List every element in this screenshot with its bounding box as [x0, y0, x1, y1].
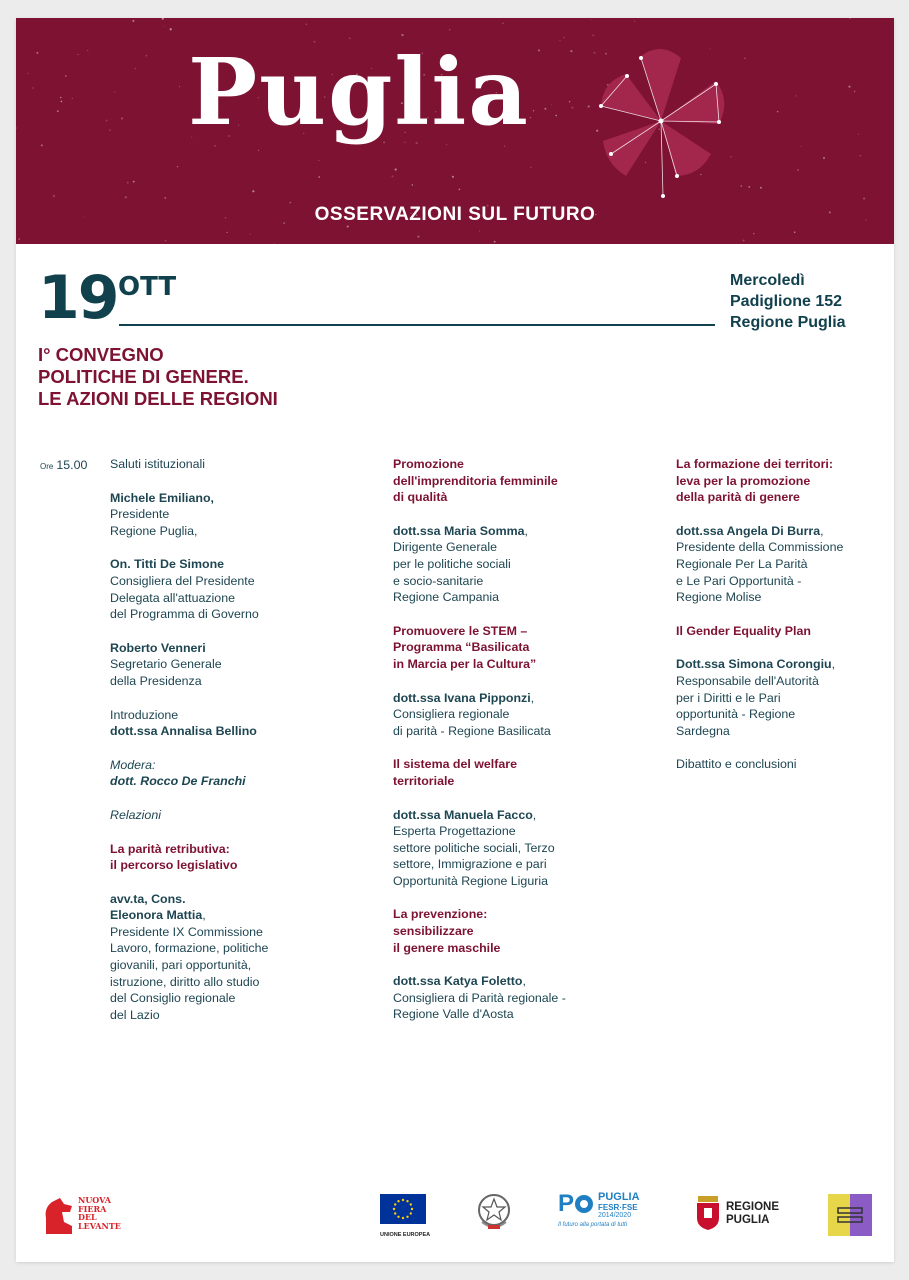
name-suffix: ,	[524, 523, 528, 538]
speaker-name: Roberto Venneri	[110, 640, 206, 655]
puglia-logo-wordmark: Puglia	[188, 38, 530, 146]
program-block	[393, 807, 608, 890]
date-divider	[119, 324, 715, 326]
program-text-line	[676, 756, 881, 773]
program-text-line	[110, 456, 310, 473]
session-title-line	[110, 857, 310, 874]
session-title-line	[393, 623, 608, 640]
speaker-name: Eleonora Mattia	[110, 908, 203, 923]
session-title-line	[676, 473, 881, 490]
speaker-role: per le politiche sociali	[393, 556, 511, 571]
title-line: I° CONVEGNO	[38, 344, 164, 365]
speaker-name: dott.ssa Ivana Pipponzi	[393, 690, 531, 705]
program-column-2	[393, 456, 608, 1040]
program-text-line	[110, 707, 310, 724]
speaker-role: Regione Valle d'Aosta	[393, 1007, 514, 1022]
speaker-name-line	[676, 523, 881, 540]
speaker-role: Consigliera del Presidente	[110, 573, 255, 588]
session-title-line	[393, 456, 608, 473]
name-suffix: ,	[532, 807, 537, 822]
regione-line: PUGLIA	[726, 1214, 770, 1226]
program-column-1	[110, 456, 310, 1040]
speaker-role: Regionale Per La Parità	[676, 556, 808, 571]
session-title-line	[393, 940, 608, 957]
program-block	[110, 891, 310, 1024]
speaker-role: Dirigente Generale	[393, 540, 498, 555]
header-banner	[16, 18, 894, 244]
session-title-line	[676, 456, 881, 473]
venue-pavilion: Padiglione 152	[730, 293, 843, 310]
por-name: PUGLIA	[598, 1191, 640, 1203]
session-title: di qualità	[393, 490, 448, 505]
speaker-name: dott.ssa Katya Foletto	[393, 974, 523, 989]
session-title: in Marcia per la Cultura”	[393, 656, 537, 671]
speaker-name: Michele Emiliano,	[110, 490, 214, 505]
speaker-role: settore, Immigrazione e pari	[393, 857, 547, 872]
speaker-name-line	[110, 556, 310, 573]
program-text-line	[110, 807, 310, 824]
session-title: Il sistema del welfare	[393, 757, 517, 772]
session-title-line	[393, 473, 608, 490]
program-block	[676, 756, 881, 773]
regione-shield-icon	[696, 1196, 720, 1230]
speaker-name-line	[110, 490, 310, 507]
speaker-name-line	[110, 640, 310, 657]
speaker-name: dott.ssa Annalisa Bellino	[110, 724, 257, 739]
program-column-3	[676, 456, 881, 790]
speaker-role: Responsabile dell'Autorità	[676, 673, 819, 688]
program-text: Saluti istituzionali	[110, 457, 206, 471]
event-venue	[730, 270, 890, 333]
program-block	[676, 523, 881, 606]
speaker-role: Regione Campania	[393, 590, 500, 605]
speaker-role: per i Diritti e le Pari	[676, 690, 781, 705]
speaker-role: Lavoro, formazione, politiche	[110, 941, 269, 956]
por-years: 2014/2020	[598, 1212, 632, 1219]
speaker-role: e socio-sanitarie	[393, 573, 484, 588]
program-text: Introduzione	[110, 707, 179, 722]
program-block	[110, 841, 310, 874]
program-block	[110, 807, 310, 824]
speaker-name-line	[393, 973, 608, 990]
title-line: POLITICHE DI GENERE.	[38, 366, 249, 387]
session-title-line	[393, 773, 608, 790]
session-title: Programma “Basilicata	[393, 640, 530, 655]
program-block	[110, 556, 310, 622]
program-text-line	[110, 757, 310, 774]
session-title: il percorso legislativo	[110, 858, 238, 873]
session-title: Promozione	[393, 457, 464, 471]
speaker-name: Dott.ssa Simona Corongiu	[676, 657, 832, 672]
program-text: Relazioni	[110, 807, 161, 822]
session-title: La parità retributiva:	[110, 841, 230, 856]
session-title: sensibilizzare	[393, 924, 474, 939]
program-block	[110, 456, 310, 473]
program-block	[393, 973, 608, 1023]
session-title-line	[393, 639, 608, 656]
speaker-name: avv.ta, Cons.	[110, 891, 186, 906]
session-title: leva per la promozione	[676, 473, 811, 488]
fiera-line: DEL	[78, 1212, 97, 1222]
speaker-name-line	[110, 907, 310, 924]
speaker-name-line	[676, 656, 881, 673]
moderator-name: dott. Rocco De Franchi	[110, 774, 246, 789]
program-block	[393, 690, 608, 740]
name-suffix: ,	[202, 908, 206, 923]
por-mark: P	[558, 1190, 575, 1217]
speaker-role: giovanili, pari opportunità,	[110, 958, 252, 973]
speaker-role: Opportunità Regione Liguria	[393, 873, 548, 888]
speaker-role: Delegata all'attuazione	[110, 590, 235, 605]
por-puglia-logo	[558, 1192, 668, 1240]
program-block	[393, 623, 608, 673]
por-funds: FESR·FSE	[598, 1203, 638, 1212]
program-block	[110, 757, 310, 790]
speaker-name: On. Titti De Simone	[110, 557, 225, 572]
fiera-horse-icon	[42, 1196, 76, 1236]
venue-day: Mercoledì	[730, 272, 805, 289]
speaker-role: Consigliera di Parità regionale -	[393, 990, 566, 1005]
time-value: 15.00	[56, 458, 88, 472]
speaker-name-line	[110, 891, 310, 908]
speaker-role: istruzione, diritto allo studio	[110, 974, 260, 989]
speaker-role: Consigliera regionale	[393, 707, 510, 722]
program-block	[393, 523, 608, 606]
session-title: della parità di genere	[676, 490, 800, 505]
speaker-name-line	[393, 690, 608, 707]
eu-label: UNIONE EUROPEA	[380, 1232, 431, 1238]
speaker-role: Presidente	[110, 507, 170, 522]
program-text: Modera:	[110, 757, 156, 772]
session-title-line	[676, 623, 881, 640]
equality-logo-icon	[828, 1194, 872, 1236]
program-block	[110, 640, 310, 690]
session-title: territoriale	[393, 773, 455, 788]
session-title: dell'imprenditoria femminile	[393, 473, 558, 488]
speaker-name-line	[393, 807, 608, 824]
name-suffix: ,	[522, 974, 526, 989]
event-month: OTT	[118, 272, 177, 302]
speaker-role: del Programma di Governo	[110, 607, 259, 622]
session-title: il genere maschile	[393, 940, 501, 955]
speaker-role: opportunità - Regione	[676, 707, 796, 722]
fiera-line: LEVANTE	[78, 1220, 121, 1231]
speaker-role: della Presidenza	[110, 673, 202, 688]
program-text: Dibattito e conclusioni	[676, 757, 797, 772]
event-title	[38, 344, 278, 410]
program-block	[676, 656, 881, 739]
speaker-role: Presidente della Commissione	[676, 540, 844, 555]
speaker-role: Regione Puglia,	[110, 523, 198, 538]
title-line: LE AZIONI DELLE REGIONI	[38, 388, 278, 409]
session-title: La formazione dei territori:	[676, 457, 833, 471]
emblem-italia-icon	[476, 1192, 512, 1232]
session-title-line	[393, 756, 608, 773]
speaker-role: Sardegna	[676, 723, 730, 738]
session-title: La prevenzione:	[393, 907, 488, 922]
speaker-name: dott.ssa Angela Di Burra	[676, 523, 821, 538]
por-bubble-icon	[574, 1194, 594, 1214]
speaker-role: Presidente IX Commissione	[110, 924, 263, 939]
name-suffix: ,	[831, 657, 836, 672]
session-title-line	[393, 906, 608, 923]
session-title-line	[393, 656, 608, 673]
program-block	[676, 623, 881, 640]
name-suffix: ,	[530, 690, 535, 705]
program-block	[110, 707, 310, 740]
constellation-flower-icon	[581, 36, 741, 206]
por-motto: Il futuro alla portata di tutti	[558, 1222, 628, 1228]
session-title-line	[676, 489, 881, 506]
venue-region: Regione Puglia	[730, 314, 846, 331]
speaker-role: Regione Molise	[676, 590, 762, 605]
eu-logo	[380, 1194, 430, 1238]
speaker-role: Esperta Progettazione	[393, 824, 516, 839]
session-title-line	[110, 841, 310, 858]
session-title-line	[393, 923, 608, 940]
speaker-role: del Consiglio regionale	[110, 991, 236, 1006]
tagline: OSSERVAZIONI SUL FUTURO	[314, 204, 596, 225]
program-block	[393, 756, 608, 789]
speaker-name-line	[393, 523, 608, 540]
program-block	[676, 456, 881, 506]
speaker-role: e Le Pari Opportunità -	[676, 573, 802, 588]
speaker-role: Segretario Generale	[110, 657, 222, 672]
speaker-role: di parità - Regione Basilicata	[393, 723, 551, 738]
program-block	[110, 490, 310, 540]
program-block	[393, 906, 608, 956]
session-title: Il Gender Equality Plan	[676, 623, 811, 638]
speaker-role: del Lazio	[110, 1007, 160, 1022]
poster	[16, 18, 894, 1262]
session-title: Promuovere le STEM –	[393, 623, 528, 638]
speaker-role: settore politiche sociali, Terzo	[393, 840, 555, 855]
ore-label: Ore	[40, 462, 54, 471]
fiera-line: FIERA	[78, 1203, 107, 1214]
eu-flag-icon	[380, 1194, 426, 1224]
start-time	[40, 458, 87, 472]
program-block	[393, 456, 608, 506]
sponsor-logos	[16, 1188, 894, 1244]
fiera-levante-logo	[42, 1194, 122, 1238]
speaker-name: dott.ssa Maria Somma	[393, 523, 525, 538]
regione-puglia-logo	[696, 1196, 796, 1236]
fiera-line: NUOVA	[78, 1195, 111, 1205]
speaker-name: dott.ssa Manuela Facco	[393, 807, 533, 822]
session-title-line	[393, 489, 608, 506]
regione-line: REGIONE	[726, 1201, 780, 1213]
name-suffix: ,	[820, 523, 824, 538]
event-day: 19	[38, 263, 118, 333]
